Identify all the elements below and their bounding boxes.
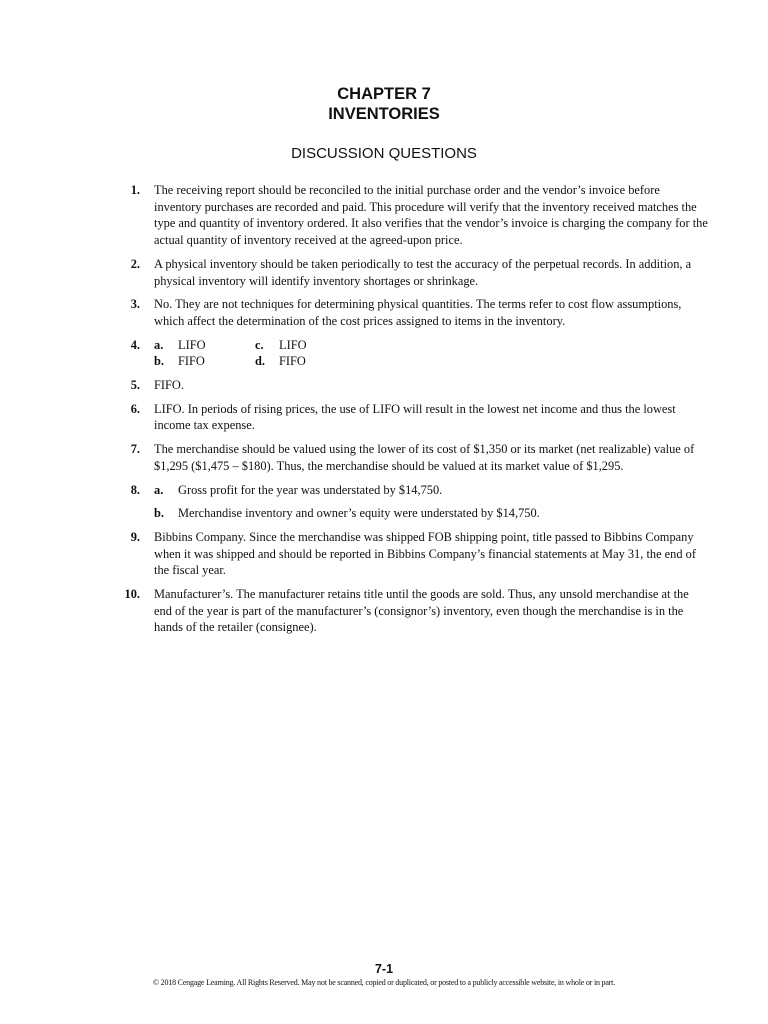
question-number: 5.: [130, 378, 140, 393]
answer-letter: b.: [154, 354, 164, 369]
chapter-title: INVENTORIES: [328, 105, 440, 123]
question-text: FIFO.: [154, 378, 184, 393]
question-item: [118, 296, 708, 329]
answer-part: [154, 505, 708, 522]
question-item: [118, 182, 708, 249]
question-number: 10.: [124, 587, 140, 602]
answer-row: [154, 337, 708, 354]
answer-part: [255, 353, 356, 370]
questions-list: [118, 182, 708, 643]
question-number: 9.: [130, 529, 140, 544]
answer-letter: b.: [154, 506, 164, 521]
question-number: 6.: [130, 401, 140, 416]
question-text: The receiving report should be reconciled to the initial purchase order and the vendor’s invoice before inventory purchases are recorded and paid. This procedure will verify that the inventory received matches the type and quantity of inventory ordered. It also verifies that the vendor’s invoice is charging the company for the actual quantity of inventory received at the agreed-upon price.: [154, 183, 708, 248]
answer-part: [154, 337, 255, 354]
copyright-notice: © 2018 Cengage Learning. All Rights Reserved. May not be scanned, copied or duplicated, or posted to a publicly accessible website, in whole or in part.: [153, 978, 615, 987]
question-item: [118, 401, 708, 434]
question-number: 3.: [130, 297, 140, 312]
question-number: 2.: [130, 256, 140, 271]
question-text: A physical inventory should be taken periodically to test the accuracy of the perpetual records. In addition, a physical inventory will identify inventory shortages or shrinkage.: [154, 256, 692, 288]
answer-letter: a.: [154, 337, 164, 352]
answer-text: Merchandise inventory and owner’s equity were understated by $14,750.: [178, 506, 540, 521]
question-number: 1.: [130, 183, 140, 197]
section-title: DISCUSSION QUESTIONS: [291, 145, 477, 162]
answer-letter: d.: [255, 354, 265, 369]
chapter-heading: [0, 84, 768, 124]
question-item: [118, 256, 708, 289]
answer-letter: c.: [255, 337, 264, 352]
question-number: 4.: [130, 337, 140, 352]
answer-part: [154, 482, 708, 499]
chapter-number: CHAPTER 7: [337, 85, 431, 103]
page-number: 7-1: [374, 962, 394, 976]
answer-text: FIFO: [178, 354, 205, 369]
question-text: Bibbins Company. Since the merchandise was shipped FOB shipping point, title passed to Bibbins Company when it was shipped and should be reported in Bibbins Company’s financial statements at May 31, the end of the fiscal year.: [154, 529, 696, 578]
question-number: 8.: [130, 482, 140, 497]
question-item: [118, 337, 708, 370]
answer-row: [154, 353, 708, 370]
question-text: The merchandise should be valued using the lower of its cost of $1,350 or its market (net realizable) value of $1,295 ($1,475 – $180). Thus, the merchandise should be valued at its market value of $1,295.: [154, 442, 695, 473]
question-item: [118, 441, 708, 474]
answer-text: LIFO: [279, 337, 307, 352]
question-item: [118, 529, 708, 579]
question-text: No. They are not techniques for determining physical quantities. The terms refer to cost flow assumptions, which affect the determination of the cost prices assigned to items in the inventory.: [154, 297, 682, 328]
answer-part: [154, 353, 255, 370]
answer-letter: a.: [154, 482, 164, 497]
question-item: [118, 377, 708, 394]
question-item: [118, 586, 708, 636]
answer-text: LIFO: [178, 337, 206, 352]
question-number: 7.: [130, 442, 140, 457]
question-item: [118, 482, 708, 522]
answer-text: Gross profit for the year was understated by $14,750.: [178, 482, 443, 497]
answer-part: [255, 337, 356, 354]
question-text: Manufacturer’s. The manufacturer retains title until the goods are sold. Thus, any unsold merchandise at the end of the year is part of the manufacturer’s (consignor’s) inventory, even though the merchandise is in the hands of the retailer (consignee).: [154, 587, 689, 635]
answer-text: FIFO: [279, 354, 306, 369]
question-text: LIFO. In periods of rising prices, the use of LIFO will result in the lowest net income and thus the lowest income tax expense.: [154, 401, 676, 433]
